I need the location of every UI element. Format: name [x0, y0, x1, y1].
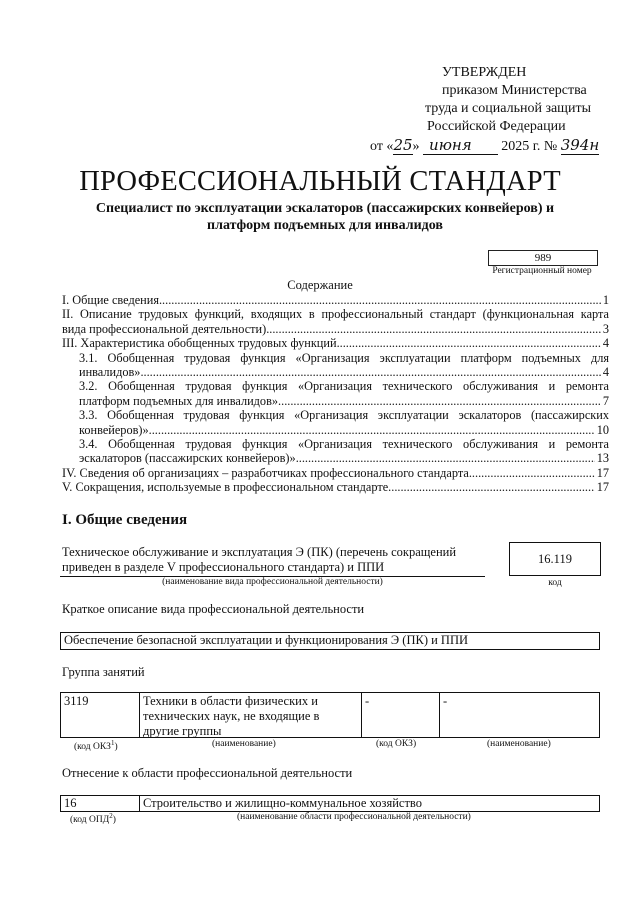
okz-name-note-2: (наименование) [487, 739, 551, 749]
approval-day: 25 [393, 136, 413, 154]
brief-description-label: Краткое описание вида профессиональной деятельности [62, 602, 365, 616]
activity-type-name [62, 545, 482, 575]
brief-description-text: Обеспечение безопасной эксплуатации и функционирования Э (ПК) и ППИ [64, 633, 469, 647]
approval-line: Российской Федерации [427, 119, 566, 134]
toc-page: 4 [602, 336, 609, 351]
toc-entry[interactable] [62, 379, 609, 408]
registration-number: 989 [488, 250, 598, 266]
brief-description-box [60, 632, 600, 650]
toc-entry[interactable] [62, 466, 609, 480]
toc-entry-text: 3.3. Обобщенная трудовая функция «Организация эксплуатации эскалаторов (пассажирских [79, 408, 609, 423]
toc-page: 13 [596, 451, 609, 466]
activity-type-line: Техническое обслуживание и эксплуатация Э (ПК) (перечень сокращений [62, 545, 457, 559]
toc-entry-text: инвалидов» [79, 365, 141, 380]
toc-entry-text: эскалаторов (пассажирских конвейеров)» [79, 451, 296, 466]
subtitle-line: Специалист по эксплуатации эскалаторов (пассажирских конвейеров) и [95, 201, 555, 216]
toc-page: 1 [602, 293, 609, 307]
okz-code-note: (код ОКЗ$^1$) [74, 739, 118, 753]
approval-line: УТВЕРЖДЕН [442, 65, 527, 80]
toc-entry-text: 3.2. Обобщенная трудовая функция «Организация технического обслуживания и ремонта [79, 379, 609, 394]
toc-entry-text: I. Общие сведения [62, 293, 159, 307]
toc-entry-text: конвейеров)» [79, 422, 149, 437]
activity-type-line: приведен в разделе V профессионального стандарта) и ППИ [62, 560, 385, 574]
toc-entry[interactable] [62, 408, 609, 437]
toc-entry-text: вида профессиональной деятельности) [62, 321, 267, 336]
toc-entry[interactable] [62, 437, 609, 466]
professional-area-table [60, 795, 600, 812]
toc-page: 4 [602, 365, 609, 380]
okz-name-line: другие группы [143, 724, 222, 738]
okz-code-cell-2: - [361, 693, 439, 737]
toc-page: 17 [596, 480, 609, 495]
approval-line: приказом Министерства [442, 83, 587, 98]
toc-entry[interactable] [62, 293, 609, 307]
date-prefix: от « [370, 139, 394, 154]
occupation-group-table [60, 692, 600, 738]
toc-entry-text: платформ подъемных для инвалидов» [79, 393, 279, 408]
toc-entry-text: III. Характеристика обобщенных трудовых функций [62, 336, 337, 351]
date-year: 2025 г. № [497, 139, 561, 154]
date-mid: » [412, 139, 424, 154]
approval-month: июня [423, 136, 498, 155]
toc-page: 17 [596, 465, 609, 480]
toc-entry-text: II. Описание трудовых функций, входящих в профессиональный стандарт (функциональная карта [62, 307, 609, 322]
toc-entry-text: 3.1. Обобщенная трудовая функция «Организация эксплуатации платформ подъемных для [79, 350, 609, 365]
subtitle-line: платформ подъемных для инвалидов [207, 218, 443, 233]
section-title: I. Общие сведения [62, 512, 188, 528]
okz-name-note: (наименование) [212, 739, 276, 749]
opd-code-note: (код ОПД$^2$) [70, 812, 116, 826]
table-of-contents [62, 293, 609, 495]
approval-line: труда и социальной защиты [425, 101, 591, 116]
area-label: Отнесение к области профессиональной деятельности [62, 766, 353, 780]
toc-heading: Содержание [287, 278, 353, 292]
okz-name-cell [139, 693, 361, 737]
activity-code: 16.119 [509, 542, 601, 576]
toc-page: 10 [596, 422, 609, 437]
toc-entry-text: 3.4. Обобщенная трудовая функция «Организация технического обслуживания и ремонта [79, 437, 609, 452]
toc-entry-text: IV. Сведения об организациях – разработчиках профессионального стандарта [62, 465, 469, 480]
toc-entry[interactable] [62, 351, 609, 380]
group-label: Группа занятий [62, 665, 145, 679]
activity-code-note: код [548, 578, 562, 588]
approval-date-line [370, 136, 620, 156]
registration-label: Регистрационный номер [492, 266, 592, 276]
opd-name-cell: Строительство и жилищно-коммунальное хозяйство [139, 796, 599, 811]
approval-block [370, 64, 620, 156]
toc-entry-text: V. Сокращения, используемые в профессиональном стандарте [62, 480, 389, 495]
toc-entry[interactable] [62, 480, 609, 494]
okz-name-line: технических наук, не входящие в [143, 709, 320, 723]
approval-number: 394н [560, 136, 600, 154]
toc-entry[interactable] [62, 336, 609, 350]
opd-code-cell: 16 [64, 796, 77, 810]
opd-name-note: (наименование области профессиональной деятельности) [237, 812, 471, 822]
okz-name-cell-2: - [439, 693, 599, 737]
okz-code-note-2: (код ОКЗ) [376, 739, 417, 749]
toc-page: 7 [602, 393, 609, 408]
okz-code-cell: 3119 [64, 694, 89, 708]
toc-page: 3 [602, 321, 609, 336]
standard-subtitle [60, 200, 590, 234]
activity-type-note: (наименование вида профессиональной деятельности) [162, 577, 383, 587]
okz-name-line: Техники в области физических и [143, 694, 318, 708]
toc-entry[interactable] [62, 307, 609, 336]
page-title: ПРОФЕССИОНАЛЬНЫЙ СТАНДАРТ [79, 166, 561, 197]
